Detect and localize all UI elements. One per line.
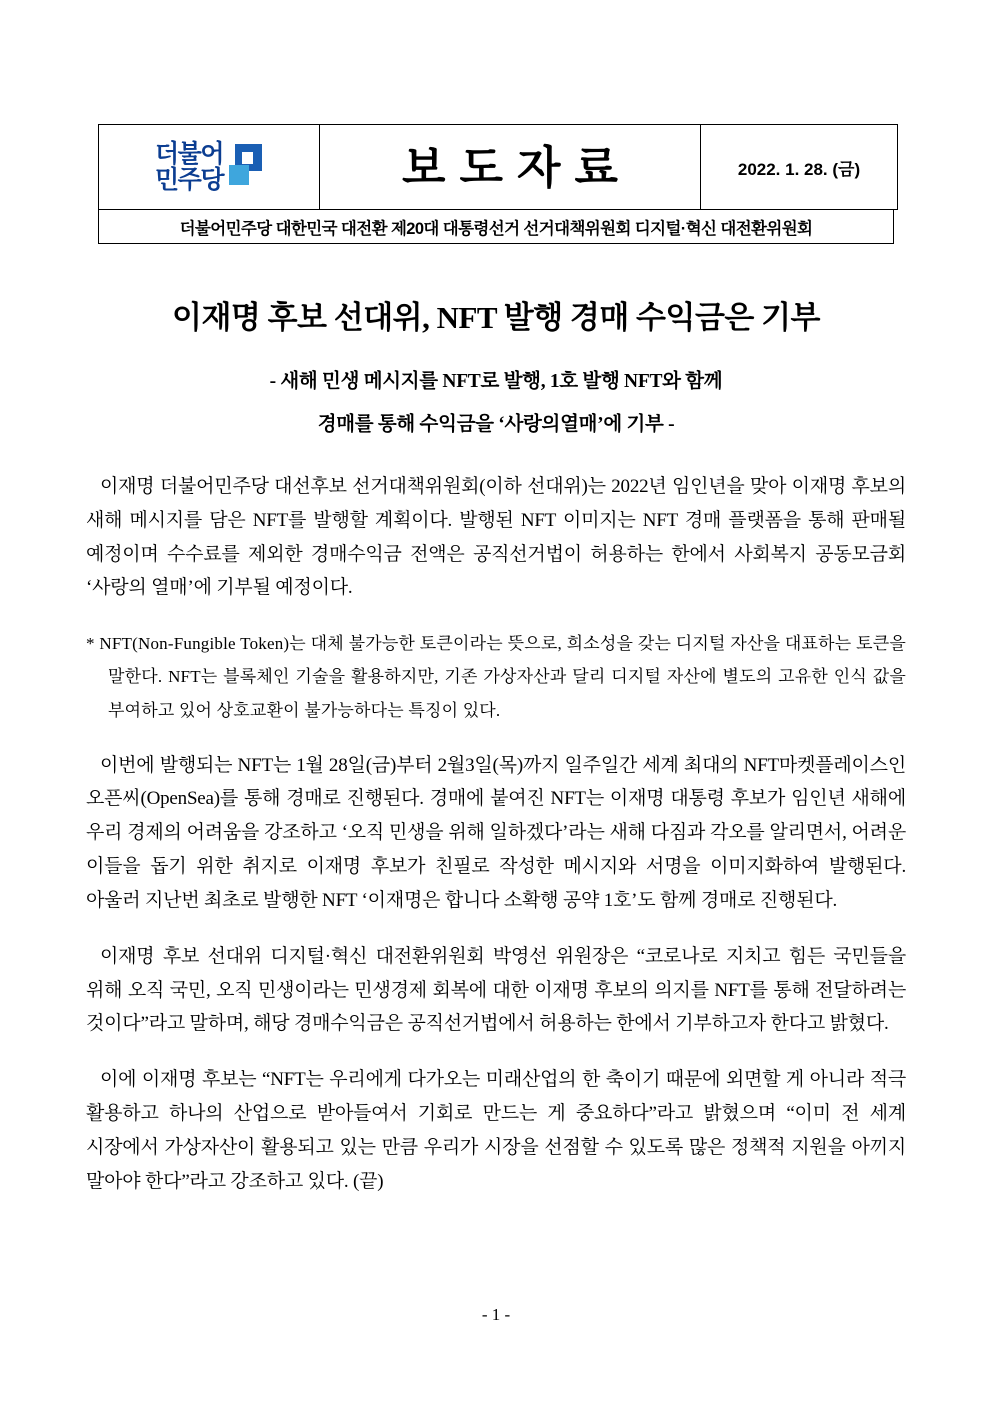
body-paragraph-1: 이재명 더불어민주당 대선후보 선거대책위원회(이하 선대위)는 2022년 임인년을 맞아 이재명 후보의 새해 메시지를 담은 NFT를 발행할 계획이다. 발행된 NFT 이미지는 NFT 경매 플랫폼을 통해 판매될 예정이며 수수료를 제외한 경매수익금 전액은 공직선거법이 허용하는 한에서 사회복지 공동모금회 ‘사랑의 열매’에 기부될 예정이다. [86,476,906,599]
party-logo-line1: 더불어 [155,139,223,168]
subtitle-line-1: - 새해 민생 메시지를 NFT로 발행, 1호 발행 NFT와 함께 [269,371,723,392]
body-paragraph-3: 이재명 후보 선대위 디지털·혁신 대전환위원회 박영선 위원장은 “코로나로 지치고 힘든 국민들을 위해 오직 국민, 오직 민생이라는 민생경제 회복에 대한 이재명 후보의 의지를 NFT를 통해 전달하려는 것이다”라고 말하며, 해당 경매수익금은 공직선거법에서 허용하는 한에서 기부하고자 한다고 밝혔다. [86,945,906,1035]
party-logo-line2: 민주당 [155,166,223,194]
document-date: 2022. 1. 28. (금) [737,159,861,179]
party-logo-cell [99,125,320,210]
body-paragraph-2: 이번에 발행되는 NFT는 1월 28일(금)부터 2월3일(목)까지 일주일간 세계 최대의 NFT마켓플레이스인 오픈씨(OpenSea)를 통해 경매로 진행된다. 경매에 붙여진 NFT는 이재명 대통령 후보가 임인년 새해에 우리 경제의 어려움을 강조하고 ‘오직 민생을 위해 일하겠다’라는 새해 다짐과 각오를 알리면서, 어려운 이들을 돕기 위한 취지로 이재명 후보가 친필로 작성한 메시지와 서명을 이미지화하여 발행된다. 아울러 지난번 최초로 발행한 NFT ‘이재명은 합니다 소확행 공약 1호’도 함께 경매로 진행된다. [86,754,906,911]
header-table [98,124,898,210]
party-logo [99,125,319,209]
party-logo-text [155,141,223,194]
document-header [98,124,894,244]
organization-bar: 더불어민주당 대한민국 대전환 제20대 대통령선거 선거대책위원회 디지털·혁신 대전환위원회 [98,210,894,244]
subtitle-line-2: 경매를 통해 수익금을 ‘사랑의열매’에 기부 - [317,414,675,435]
document-type-cell [320,125,701,210]
square-bottom-shape [229,165,249,185]
document-date-cell [701,125,898,210]
page-number: - 1 - [481,1305,511,1324]
party-square-icon [229,144,263,190]
square-notch-shape [242,152,253,164]
body-footnote: * NFT(Non-Fungible Token)는 대체 불가능한 토큰이라는 뜻으로, 희소성을 갖는 디지털 자산을 대표하는 토큰을 말한다. NFT는 블록체인 기술을 활용하지만, 기존 가상자산과 달리 디지털 자산에 별도의 고유한 인식 값을 부여하고 있어 상호교환이 불가능하다는 특징이 있다. [86,634,906,720]
body-paragraph-4: 이에 이재명 후보는 “NFT는 우리에게 다가오는 미래산업의 한 축이기 때문에 외면할 게 아니라 적극 활용하고 하나의 산업으로 받아들여서 기회로 만드는 게 중요하다”라고 밝혔으며 “이미 전 세계 시장에서 가상자산이 활용되고 있는 만큼 우리가 시장을 선점할 수 있도록 많은 정책적 지원을 아끼지 말아야 한다”라고 강조하고 있다. (끝) [86,1069,906,1192]
document-type-title: 보도자료 [402,141,632,193]
page-title: 이재명 후보 선대위, NFT 발행 경매 수익금은 기부 [172,300,820,335]
header-row [99,125,898,210]
document-body [86,470,906,1220]
